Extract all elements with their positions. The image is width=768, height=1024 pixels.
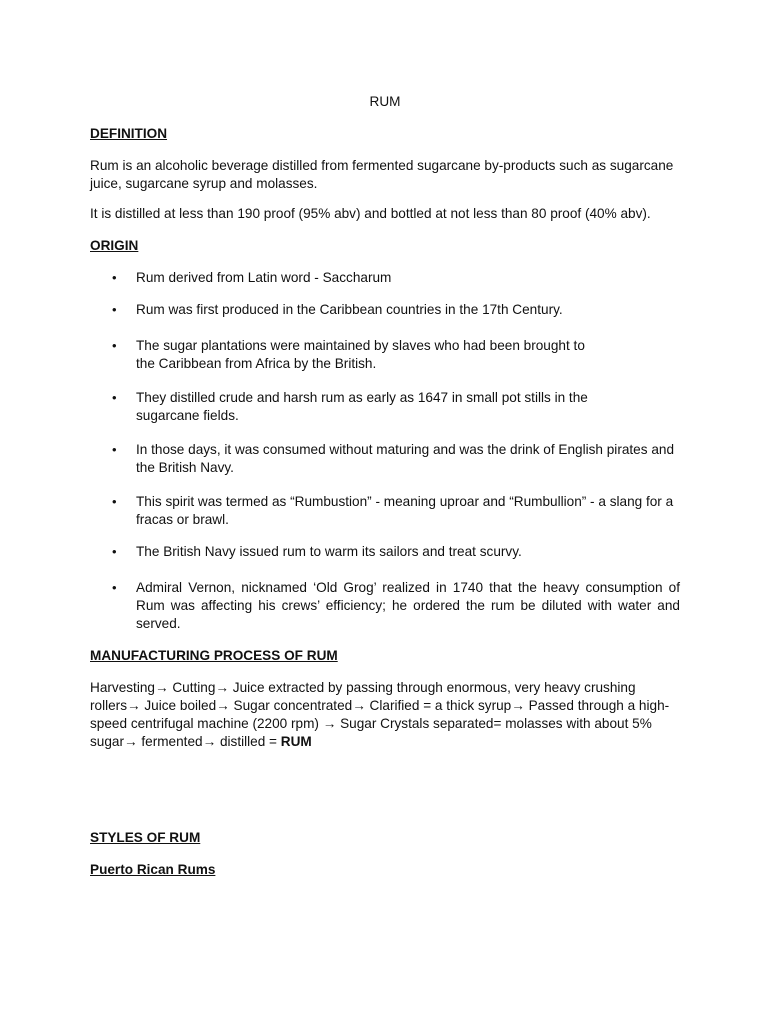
definition-paragraph-2: It is distilled at less than 190 proof (95% abv) and bottled at not less than 80 proof (40% abv). [90,206,651,221]
manufacturing-result: RUM [280,734,312,749]
origin-bullet-item [90,301,680,319]
bullet-icon: • [112,302,117,317]
styles-heading: STYLES OF RUM [90,830,201,845]
document-content [90,93,680,893]
bullet-text: The sugar plantations were maintained by slaves who had been brought to the Caribbean from Africa by the British. [136,338,585,371]
definition-heading: DEFINITION [90,126,168,141]
bullet-icon: • [112,270,117,285]
bullet-icon: • [112,390,117,405]
bullet-icon: • [112,494,117,509]
bullet-text: This spirit was termed as “Rumbustion” - meaning uproar and “Rumbullion” - a slang for a fracas or brawl. [136,494,674,527]
definition-paragraph-1: Rum is an alcoholic beverage distilled from fermented sugarcane by-products such as sugarcane juice, sugarcane syrup and molasses. [90,158,674,191]
bullet-icon: • [112,442,117,457]
origin-heading: ORIGIN [90,238,139,253]
origin-bullet-item [90,389,680,425]
origin-bullet-item [90,269,680,287]
origin-bullet-item [90,543,680,561]
spacer [90,751,680,829]
origin-bullet-item [90,579,680,633]
bullet-icon: • [112,338,117,353]
bullet-text: Admiral Vernon, nicknamed ‘Old Grog’ realized in 1740 that the heavy consumption of Rum was affecting his crews’ efficiency; he ordered the rum be diluted with water and served. [136,580,680,631]
bullet-text: In those days, it was consumed without maturing and was the drink of English pirates and the British Navy. [136,442,675,475]
origin-bullet-item [90,337,680,373]
bullet-text: Rum was first produced in the Caribbean countries in the 17th Century. [136,302,563,317]
origin-bullet-item [90,493,680,529]
origin-bullet-item [90,441,680,477]
manufacturing-paragraph [90,679,680,751]
document-title: RUM [369,94,401,109]
bullet-text: The British Navy issued rum to warm its sailors and treat scurvy. [136,544,522,559]
manufacturing-heading: MANUFACTURING PROCESS OF RUM [90,648,338,663]
bullet-icon: • [112,544,117,559]
bullet-text: Rum derived from Latin word - Saccharum [136,270,392,285]
origin-bullet-list [90,269,680,633]
manufacturing-process-text: Harvesting→ Cutting→ Juice extracted by passing through enormous, very heavy crushing rollers→ Juice boiled→ Sugar concentrated→ Clarified = a thick syrup→ Passed through a high-speed centrifugal machine (2200 rpm) → Sugar Crystals separated= molasses with about 5% sugar→ fermented→ distilled = [90,680,670,749]
bullet-text: They distilled crude and harsh rum as early as 1647 in small pot stills in the sugarcane fields. [136,390,588,423]
bullet-icon: • [112,580,117,595]
puerto-rican-rums-heading: Puerto Rican Rums [90,862,216,877]
